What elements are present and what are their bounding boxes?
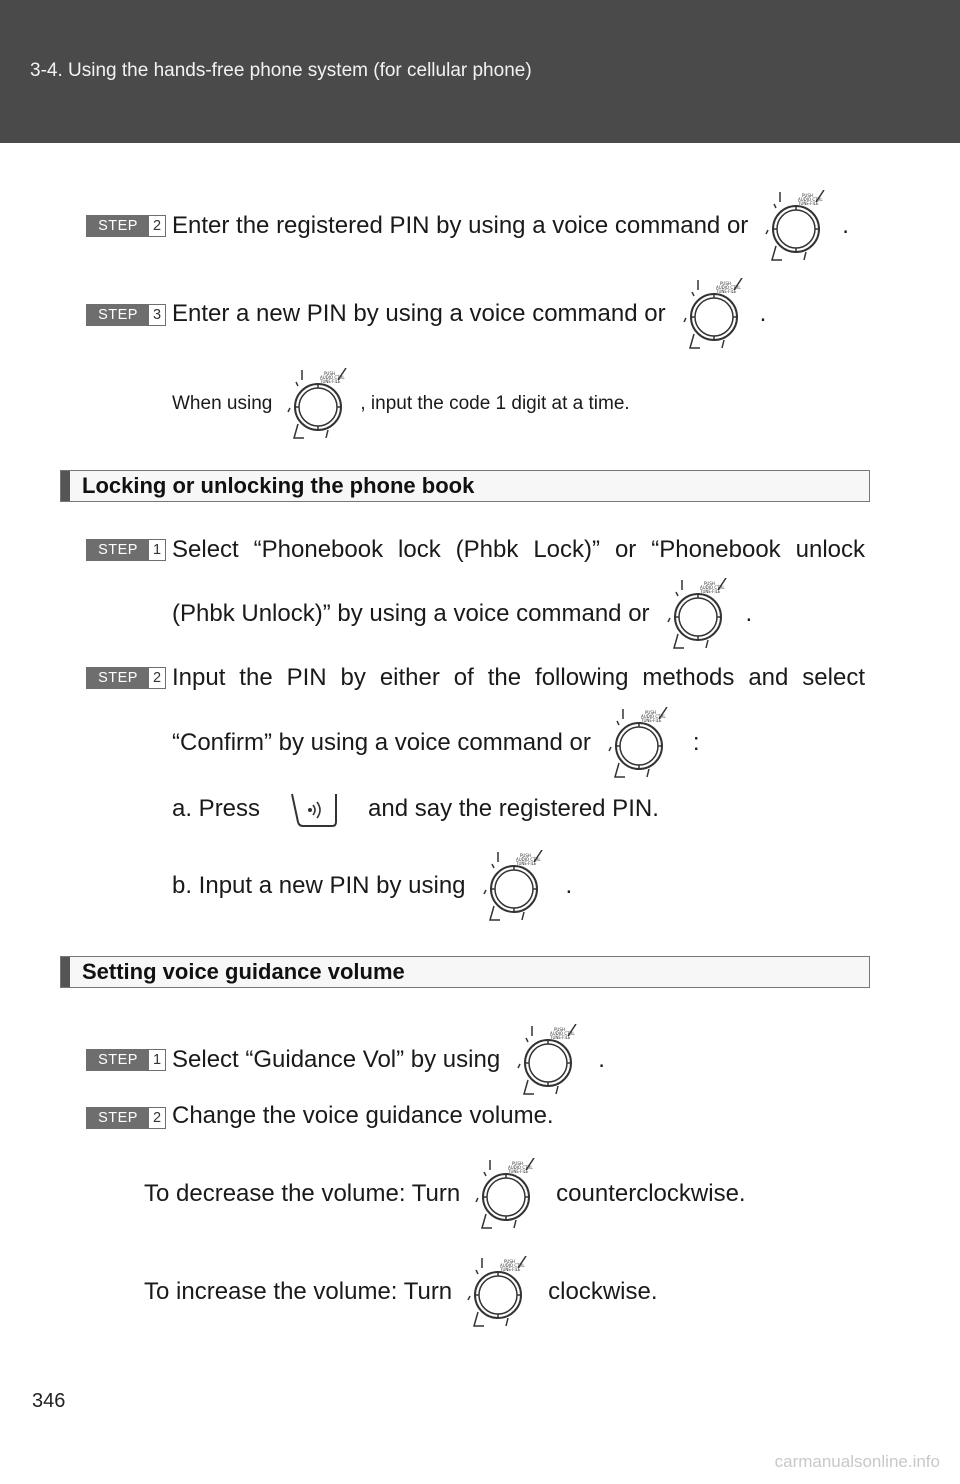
svg-text:TUNE·FILE: TUNE·FILE bbox=[640, 718, 662, 723]
svg-text:AUDIO CTRL: AUDIO CTRL bbox=[699, 585, 725, 590]
svg-text:PUSH: PUSH bbox=[644, 710, 656, 715]
instruction-line: To decrease the volume: Turn PUSH AUDIO CTRL TUNE·FILE counterclockwise. bbox=[144, 1158, 746, 1230]
svg-text:AUDIO CTRL: AUDIO CTRL bbox=[798, 197, 823, 202]
tune-knob-icon bbox=[280, 368, 352, 440]
step-badge: STEP 1 bbox=[86, 1049, 166, 1071]
step-badge: STEP 2 bbox=[86, 215, 166, 237]
svg-text:AUDIO CTRL: AUDIO CTRL bbox=[640, 714, 666, 719]
step-line: Enter a new PIN by using a voice command or PUSH AUDIO CTRL TUNE·FILE . bbox=[172, 278, 766, 350]
watermark: carmanualsonline.info bbox=[774, 1452, 940, 1471]
step-line: Input the PIN by either of the following methods and select bbox=[172, 664, 865, 691]
step-line: “Confirm” by using a voice command or PUSH AUDIO CTRL TUNE·FILE : bbox=[172, 707, 700, 779]
svg-text:TUNE·FILE: TUNE·FILE bbox=[500, 1267, 521, 1272]
page-number: 346 bbox=[32, 1390, 66, 1412]
tune-knob-icon bbox=[510, 1024, 582, 1096]
step-line: Select “Guidance Vol” by using PUSH AUDIO CTRL TUNE·FILE . bbox=[172, 1024, 605, 1096]
instruction-line: To increase the volume: Turn PUSH AUDIO CTRL TUNE·FILE clockwise. bbox=[144, 1256, 658, 1328]
svg-text:TUNE·FILE: TUNE·FILE bbox=[515, 861, 536, 866]
tune-knob-icon bbox=[660, 578, 732, 650]
step-line: Change the voice guidance volume. bbox=[172, 1102, 554, 1129]
svg-text:AUDIO CTRL: AUDIO CTRL bbox=[320, 375, 345, 380]
tune-knob-icon bbox=[758, 190, 830, 262]
svg-text:PUSH: PUSH bbox=[512, 1161, 524, 1166]
page-header bbox=[0, 0, 960, 143]
tune-knob-icon bbox=[676, 278, 748, 350]
talk-switch-icon bbox=[288, 788, 340, 830]
svg-text:TUNE·FILE: TUNE·FILE bbox=[715, 289, 736, 294]
section-heading: Locking or unlocking the phone book bbox=[60, 470, 870, 502]
step-badge: STEP 3 bbox=[86, 304, 166, 326]
note-line: When using PUSH AUDIO CTRL TUNE·FILE , input the code 1 digit at a time. bbox=[172, 368, 630, 440]
svg-text:AUDIO CTRL: AUDIO CTRL bbox=[508, 1165, 533, 1170]
svg-text:AUDIO CTRL: AUDIO CTRL bbox=[715, 285, 741, 290]
step-line: Enter the registered PIN by using a voice command or PUSH AUDIO CTRL TUNE·FILE . bbox=[172, 190, 849, 262]
method-line: a. Press and say the registered PIN. bbox=[172, 788, 659, 830]
svg-text:TUNE·FILE: TUNE·FILE bbox=[798, 201, 819, 206]
method-line: b. Input a new PIN by using PUSH AUDIO CTRL TUNE·FILE . bbox=[172, 850, 572, 922]
svg-text:TUNE·FILE: TUNE·FILE bbox=[320, 379, 341, 384]
svg-text:TUNE·FILE: TUNE·FILE bbox=[508, 1169, 529, 1174]
tune-knob-icon bbox=[476, 850, 548, 922]
svg-text:PUSH: PUSH bbox=[554, 1027, 566, 1032]
step-badge: STEP 2 bbox=[86, 667, 166, 689]
header-title: 3-4. Using the hands-free phone system (for cellular phone) bbox=[30, 60, 532, 81]
tune-knob-icon bbox=[601, 707, 673, 779]
svg-text:PUSH: PUSH bbox=[719, 281, 731, 286]
svg-text:TUNE·FILE: TUNE·FILE bbox=[699, 589, 720, 594]
step-badge: STEP 2 bbox=[86, 1107, 166, 1129]
svg-text:AUDIO CTRL: AUDIO CTRL bbox=[515, 857, 541, 862]
step-line: Select “Phonebook lock (Phbk Lock)” or “Phonebook unlock bbox=[172, 536, 865, 563]
tune-knob-icon bbox=[468, 1158, 540, 1230]
tune-knob-icon bbox=[460, 1256, 532, 1328]
svg-text:PUSH: PUSH bbox=[324, 371, 336, 376]
svg-text:PUSH: PUSH bbox=[802, 193, 814, 198]
svg-text:TUNE·FILE: TUNE·FILE bbox=[550, 1035, 571, 1040]
svg-text:PUSH: PUSH bbox=[504, 1259, 516, 1264]
step-badge: STEP 1 bbox=[86, 539, 166, 561]
svg-text:AUDIO CTRL: AUDIO CTRL bbox=[550, 1031, 575, 1036]
svg-text:PUSH: PUSH bbox=[519, 853, 531, 858]
svg-text:AUDIO CTRL: AUDIO CTRL bbox=[500, 1263, 525, 1268]
section-heading: Setting voice guidance volume bbox=[60, 956, 870, 988]
step-line: (Phbk Unlock)” by using a voice command or PUSH AUDIO CTRL TUNE·FILE . bbox=[172, 578, 752, 650]
svg-text:PUSH: PUSH bbox=[703, 581, 715, 586]
